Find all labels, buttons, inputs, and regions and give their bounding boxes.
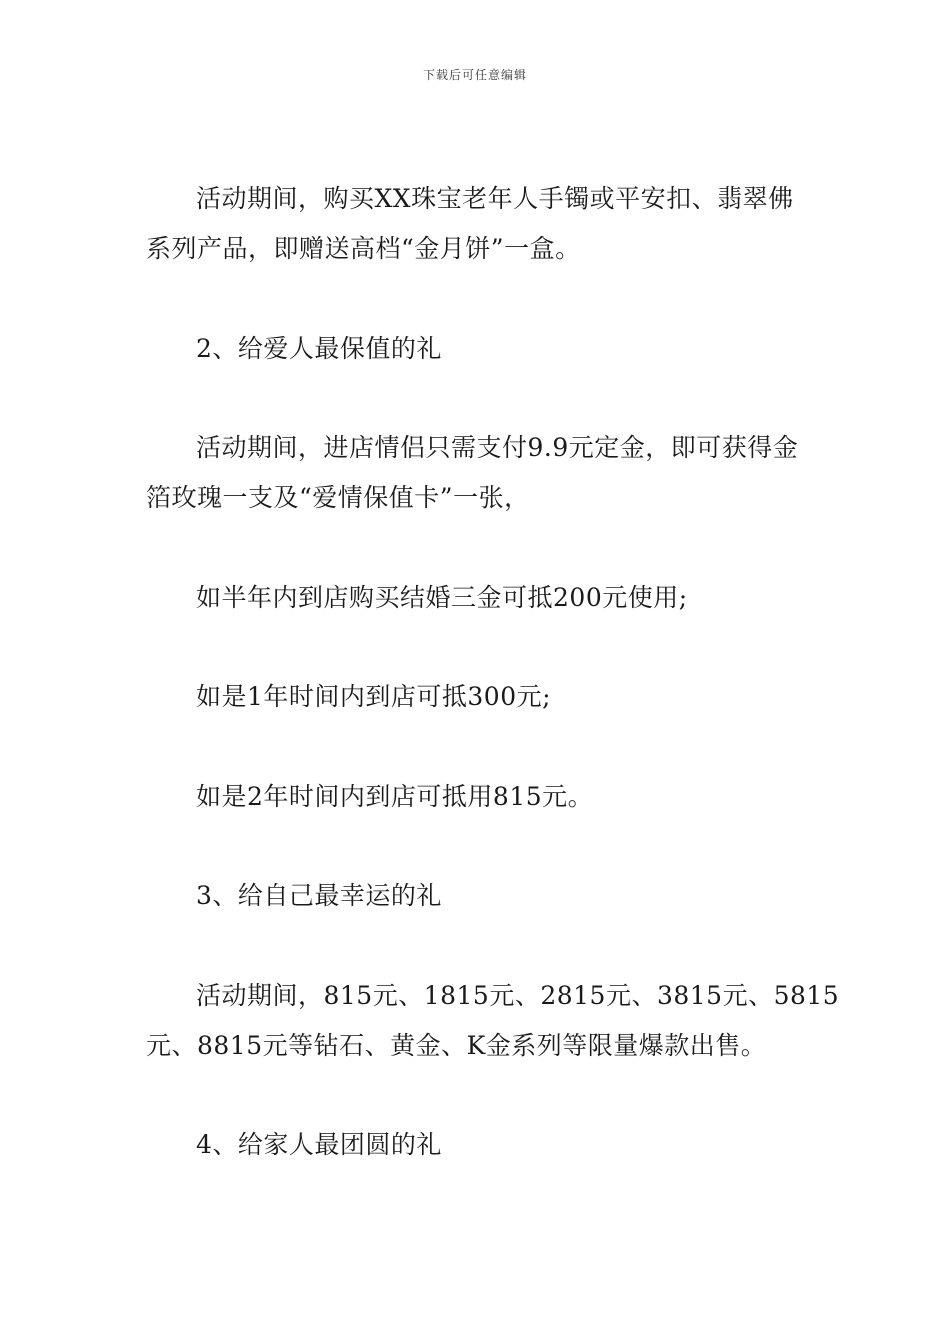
page-header-note: 下载后可任意编辑 xyxy=(422,68,527,82)
paragraph-4: 如是1年时间内到店可抵300元; xyxy=(196,682,552,711)
paragraph-2-line-2: 箔玫瑰一支及“爱情保值卡”一张， xyxy=(146,483,530,512)
section-heading-3: 3、给自己最幸运的礼 xyxy=(196,881,442,910)
section-heading-2: 2、给爱人最保值的礼 xyxy=(196,334,442,363)
section-heading-4: 4、给家人最团圆的礼 xyxy=(196,1130,442,1159)
paragraph-3: 如半年内到店购买结婚三金可抵200元使用; xyxy=(196,583,688,612)
paragraph-6-line-1: 活动期间，815元、1815元、2815元、3815元、5815 xyxy=(196,981,840,1010)
paragraph-1-line-2: 系列产品，即赠送高档“金月饼”一盒。 xyxy=(146,234,581,263)
paragraph-6-line-2: 元、8815元等钻石、黄金、K金系列等限量爆款出售。 xyxy=(146,1031,767,1060)
paragraph-2-line-1: 活动期间，进店情侣只需支付9.9元定金，即可获得金 xyxy=(196,433,799,462)
paragraph-1-line-1: 活动期间，购买XX珠宝老年人手镯或平安扣、翡翠佛 xyxy=(196,184,794,213)
paragraph-5: 如是2年时间内到店可抵用815元。 xyxy=(196,782,594,811)
